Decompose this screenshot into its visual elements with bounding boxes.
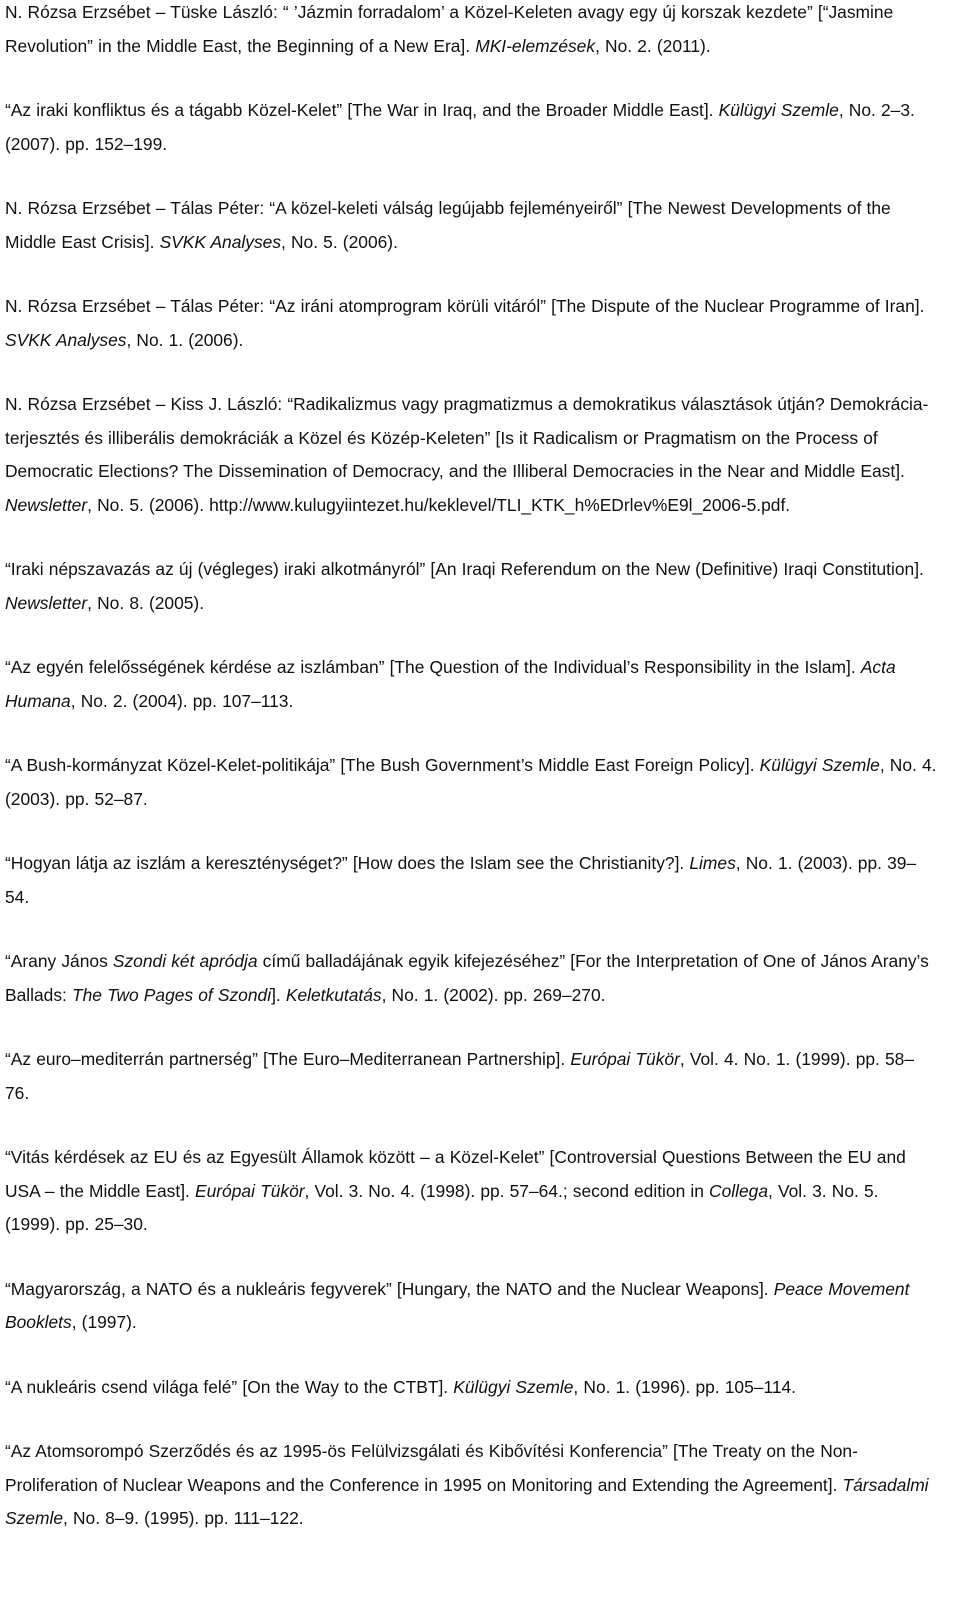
reference-text: című balladájának egyik kifejezéséhez” [For the Interpretation of One of János Arany’s Ballads:: [5, 951, 929, 1005]
reference-title-italic: Peace Movement Booklets: [5, 1278, 910, 1332]
reference-text: “Vitás kérdések az EU és az Egyesült Államok között – a Közel-Kelet” [Controversial Questions Between the EU and USA – the Middle East].: [5, 1147, 906, 1201]
reference-entry: [5, 847, 938, 914]
reference-text: “Az Atomsorompó Szerződés és az 1995-ös Felülvizsgálati és Kibővítési Konferencia” [The Treaty on the Non-Proliferation of Nuclear Weapons and the Conference in 1995 on Monitoring and Extending the Agreement].: [5, 1441, 858, 1495]
reference-text: “A nukleáris csend világa felé” [On the Way to the CTBT].: [5, 1376, 454, 1397]
reference-text: “Iraki népszavazás az új (végleges) iraki alkotmányról” [An Iraqi Referendum on the New (Definitive) Iraqi Constitution].: [5, 559, 924, 579]
reference-entry: [5, 945, 938, 1012]
reference-title-italic: Limes: [689, 853, 736, 873]
reference-text: , No. 1. (2002). pp. 269–270.: [381, 984, 606, 1005]
reference-text: “Magyarország, a NATO és a nukleáris fegyverek” [Hungary, the NATO and the Nuclear Weapons].: [5, 1278, 774, 1299]
reference-text: N. Rózsa Erzsébet – Tálas Péter: “Az iráni atomprogram körüli vitáról” [The Dispute of the Nuclear Programme of Iran].: [5, 296, 925, 316]
reference-entry: [5, 651, 938, 718]
reference-entry: [5, 1371, 938, 1405]
reference-entry: [5, 1043, 938, 1110]
reference-title-italic: Keletkutatás: [285, 984, 382, 1005]
reference-text: , Vol. 4. No. 1. (1999). pp. 58–76.: [5, 1049, 915, 1103]
reference-text: , No. 2. (2011).: [595, 35, 711, 56]
reference-title-italic: SVKK Analyses: [5, 329, 127, 350]
reference-text: , No. 8–9. (1995). pp. 111–122.: [63, 1508, 304, 1528]
reference-title-italic: Társadalmi Szemle: [5, 1474, 929, 1528]
reference-entry: [5, 388, 938, 522]
reference-title-italic: Collega: [709, 1180, 769, 1201]
reference-text: “A Bush-kormányzat Közel-Kelet-politikája” [The Bush Government’s Middle East Foreign Policy].: [5, 755, 760, 775]
reference-title-italic: Európai Tükör: [570, 1049, 680, 1069]
reference-entry: [5, 553, 938, 620]
reference-text: “Az iraki konfliktus és a tágabb Közel-Kelet” [The War in Iraq, and the Broader Middle East].: [5, 100, 719, 120]
reference-text: “Az egyén felelősségének kérdése az iszlámban” [The Question of the Individual’s Responsibility in the Islam].: [5, 657, 861, 677]
reference-list: [5, 0, 938, 1536]
reference-title-italic: Acta Humana: [5, 657, 896, 711]
reference-text: , No. 8. (2005).: [87, 592, 205, 613]
reference-text: , No. 1. (1996). pp. 105–114.: [573, 1376, 796, 1397]
reference-title-italic: Külügyi Szemle: [453, 1376, 574, 1397]
reference-title-italic: Külügyi Szemle: [718, 100, 839, 120]
reference-text: ].: [271, 984, 286, 1005]
reference-title-italic: Newsletter: [5, 592, 88, 613]
reference-text: , Vol. 3. No. 4. (1998). pp. 57–64.; second edition in: [304, 1180, 710, 1201]
reference-text: N. Rózsa Erzsébet – Tüske László: “ ’Jázmin forradalom’ a Közel-Keleten avagy egy új korszak kezdete” [“Jasmine Revolution” in the Middle East, the Beginning of a New Era].: [5, 2, 894, 56]
reference-title-italic: The Two Pages of Szondi: [72, 984, 272, 1005]
reference-title-italic: Európai Tükör: [195, 1180, 305, 1201]
reference-text: , No. 5. (2006). http://www.kulugyiintezet.hu/keklevel/TLI_KTK_h%EDrlev%E9l_2006-5.pdf.: [87, 494, 791, 515]
reference-title-italic: SVKK Analyses: [159, 231, 282, 252]
reference-text: “Arany János: [5, 951, 113, 971]
reference-text: “Az euro–mediterrán partnerség” [The Euro–Mediterranean Partnership].: [5, 1049, 571, 1069]
reference-text: , No. 1. (2003). pp. 39–54.: [5, 853, 917, 907]
reference-text: , No. 2. (2004). pp. 107–113.: [70, 690, 294, 711]
reference-entry: [5, 1141, 938, 1242]
reference-entry: [5, 1435, 938, 1536]
reference-text: , No. 1. (2006).: [126, 329, 244, 350]
reference-text: N. Rózsa Erzsébet – Tálas Péter: “A közel-keleti válság legújabb fejleményeiről” [The Newest Developments of the Middle East Crisis].: [5, 198, 891, 252]
reference-entry: [5, 94, 938, 161]
reference-title-italic: Newsletter: [5, 494, 88, 515]
reference-text: N. Rózsa Erzsébet – Kiss J. László: “Radikalizmus vagy pragmatizmus a demokratikus választások útján? Demokrácia-terjesztés és illiberális demokráciák a Közel és Közép-Keleten” [Is it Radicalism or Pragmatism on the Process of Democratic Elections? The Dissemination of Democracy, and the Illiberal Democracies in the Near and Middle East].: [5, 394, 929, 481]
reference-title-italic: MKI-elemzések: [475, 35, 596, 56]
reference-text: , No. 2–3. (2007). pp. 152–199.: [5, 100, 915, 154]
reference-text: “Hogyan látja az iszlám a kereszténységet?” [How does the Islam see the Christianity?].: [5, 853, 690, 873]
reference-entry: [5, 0, 938, 63]
reference-entry: [5, 192, 938, 259]
reference-entry: [5, 749, 938, 816]
reference-entry: [5, 1273, 938, 1340]
reference-text: , (1997).: [71, 1312, 137, 1332]
reference-text: , No. 4. (2003). pp. 52–87.: [5, 755, 937, 809]
reference-title-italic: Szondi két apródja: [112, 951, 258, 971]
reference-entry: [5, 290, 938, 357]
reference-text: , Vol. 3. No. 5. (1999). pp. 25–30.: [5, 1180, 879, 1234]
reference-title-italic: Külügyi Szemle: [759, 755, 880, 775]
reference-text: , No. 5. (2006).: [281, 231, 398, 252]
